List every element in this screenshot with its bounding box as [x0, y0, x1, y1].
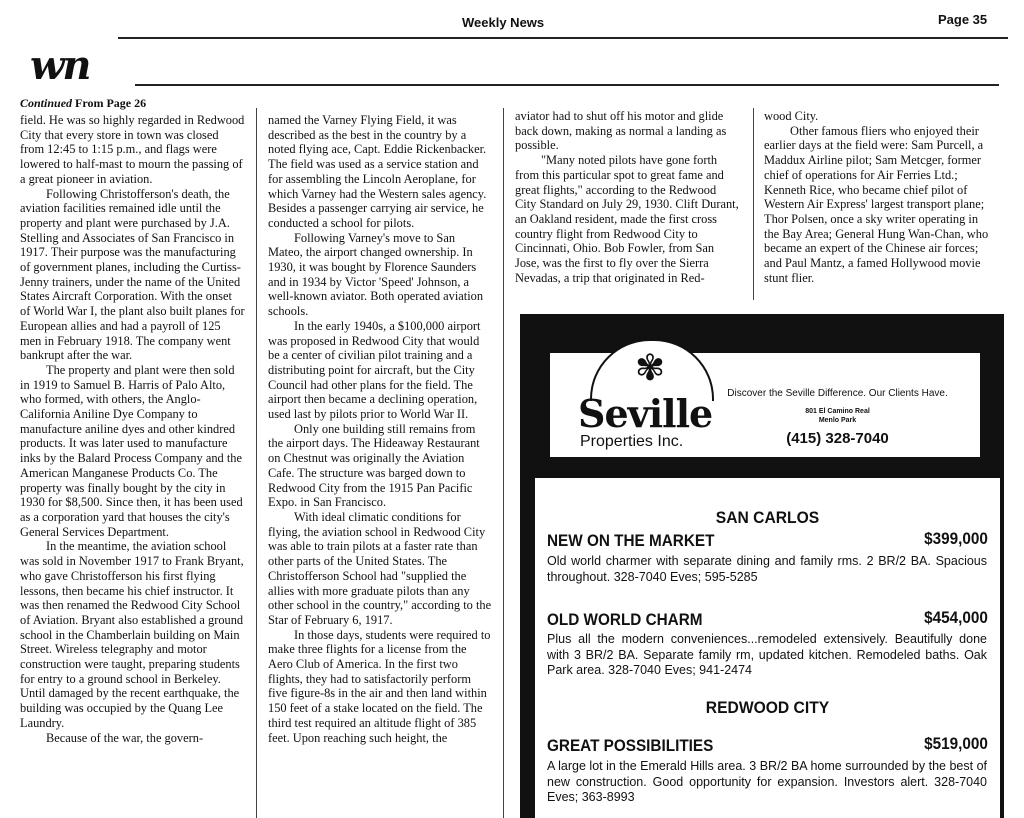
header-rule [118, 37, 1008, 39]
article-column-2 [268, 113, 492, 818]
publication-title: Weekly News [462, 15, 545, 30]
listing-price: $399,000 [924, 529, 988, 548]
real-estate-ad [520, 314, 1004, 818]
paragraph: Because of the war, the govern- [46, 730, 204, 745]
page-header [0, 0, 1024, 40]
continued-label [20, 96, 146, 111]
paragraph: In the meantime, the aviation school was sold in November 1917 to Frank Bryant, who gave Christofferson his first flying lessons, then became his chief instructor. It was then renamed the Redwood City School of Aviation. Bryant also established a ground school in the Chamberlain building on Main Street. Wireless telegraphy and motor construction were taught, preparing students for entry to a ground school in Berkeley. Until damaged by the recent earthquake, the building was occupied by the Quang Lee Laundry. [20, 539, 244, 730]
column-divider [503, 108, 504, 818]
flower-logo-icon: ✾ [634, 348, 666, 389]
column-divider [753, 108, 754, 300]
ad-phone: (415) 328-7040 [786, 430, 889, 447]
paragraph: The property and plant were then sold in 1919 to Samuel B. Harris of Palo Alto, who formed, with others, the Anglo-California Aniline Dye Company to manufacture aniline dyes and other kindred products. It was later used to manufacture inks by the Balard Process Company and the American Manganese Products Co. The property was finally bought by the city in 1930 for $8,500. Since then, it has been used as a corporation yard that houses the city's General Services Department. [20, 362, 243, 539]
listing-title: OLD WORLD CHARM [547, 610, 703, 629]
ad-logo-panel [548, 348, 982, 459]
section-rule [135, 84, 999, 86]
article-column-1 [20, 113, 245, 818]
paragraph: In those days, students were required to make three flights for a license from the Aero Club of America. In the first two flights, they had to satisfactorily perform five figure-8s in the air and then land within 150 feet of a stake located on the field. The third test required an altitude flight of 385 feet. Upon reaching such height, the [268, 627, 491, 745]
ad-address-line-2: Menlo Park [818, 417, 857, 424]
continued-word: Continued [20, 96, 73, 110]
ad-tagline: Discover the Seville Difference. Our Clients Have. [727, 388, 948, 399]
region-heading: SAN CARLOS [715, 508, 820, 527]
listing-title: GREAT POSSIBILITIES [547, 736, 714, 755]
section-logo: wn [30, 42, 90, 89]
brand-name: Seville [578, 391, 713, 436]
listing-price: $454,000 [924, 608, 988, 627]
listing-price: $519,000 [924, 734, 988, 753]
paragraph: Only one building still remains from the airport days. The Hideaway Restaurant on Chestnut was originally the Aviation Cafe. The structure was barged down to Redwood City from the 1915 Pan Pacific Expo. in San Francisco. [268, 421, 480, 510]
region-heading: REDWOOD CITY [705, 698, 830, 717]
paragraph: named the Varney Flying Field, it was described as the best in the country by a noted flying ace, Capt. Eddie Rickenbacker. The field was used as a service station and for assembling the Lincoln Aeroplane, for which Varney had the Western sales agency. Besides a passenger carrying air service, he conducted a school for pilots. [268, 113, 487, 230]
paragraph: field. He was so highly regarded in Redwood City that every store in town was closed from 12:45 to 1:15 p.m., and flags were lowered to half-mast to mourn the passing of a great pioneer in aviation. [20, 113, 245, 186]
listings-panel [535, 478, 1000, 818]
listing-title: NEW ON THE MARKET [547, 531, 715, 550]
listing-description: A large lot in the Emerald Hills area. 3 BR/2 BA home surrounded by the best of new construction. Good opportunity for expansion. Investors alert. 328-7040 Eves; 363-8993 [547, 759, 987, 804]
brand-subtitle: Properties Inc. [580, 433, 684, 450]
article-column-4 [764, 109, 994, 304]
paragraph: aviator had to shut off his motor and glide back down, making as normal a landing as possible. [515, 109, 727, 153]
paragraph: Other famous fliers who enjoyed their earlier days at the field were: Sam Purcell, a Maddux Airline pilot; Sam Metcger, former chief of operations for Air Ferries Ltd.; Kenneth Rice, who became chief pilot of Western Air Express' largest transport plane; Thor Polsen, once a sky writer operating in the Bay Area; General Hung Wan-Chan, who became an expert of the Chinese air forces; and Paul Mantz, a famed Hollywood movie stunt flier. [764, 123, 989, 285]
listing-description: Old world charmer with separate dining and family rms. 2 BR/2 BA. Spacious throughout. 328-7040 Eves; 595-5285 [547, 554, 987, 584]
column-divider [256, 108, 257, 818]
ad-address-line-1: 801 El Camino Real [805, 408, 870, 415]
paragraph: "Many noted pilots have gone forth from this particular spot to great fame and great flights," according to the Redwood City Standard on July 29, 1930. Clift Durant, an Oakland resident, made the first cross country flight from Redwood City to Cincinnati, Ohio. Bob Fowler, from San Jose, was the first to fly over the Sierra Nevadas, a trip that originated in Red- [515, 153, 739, 285]
paragraph: Following Varney's move to San Mateo, the airport changed ownership. In 1930, it was bought by Florence Saunders and in 1934 by Victor 'Speed' Johnson, a well-known aviator. Both operated aviation schools. [268, 230, 484, 319]
paragraph: In the early 1940s, a $100,000 airport was proposed in Redwood City that would be a center of civilian pilot training and a distributing point for aircraft, but the City Council had other plans for the field. The airport then became a declining operation, used last by pilots prior to World War II. [268, 318, 481, 422]
page-number: Page 35 [938, 12, 988, 27]
paragraph: Following Christofferson's death, the aviation facilities remained idle until the property and plant were purchased by J.A. Stelling and Associates of San Francisco in 1917. Their purpose was the manufacturing of government planes, including the Curtiss-Jenny trainers, under the name of the United States Aircraft Corporation. With the onset of World War I, the plant also built planes for European allies and had a payroll of 125 men in February 1918. The company went bankrupt after the war. [20, 186, 245, 363]
listing-description: Plus all the modern conveniences...remodeled extensively. Beautifully done with 3 BR/2 BA. Separate family rm, updated kitchen. Remodeled baths. Oak Park area. 328-7040 Eves; 941-2474 [547, 632, 987, 677]
article-column-3 [515, 109, 740, 304]
paragraph: wood City. [764, 109, 819, 123]
paragraph: With ideal climatic conditions for flying, the aviation school in Redwood City was able to train pilots at a faster rate than other parts of the United States. The Christofferson School had "supplied the allies with more graduate pilots than any other school in the country," according to the Star of February 6, 1917. [268, 509, 492, 627]
continued-from: From Page 26 [75, 96, 147, 110]
